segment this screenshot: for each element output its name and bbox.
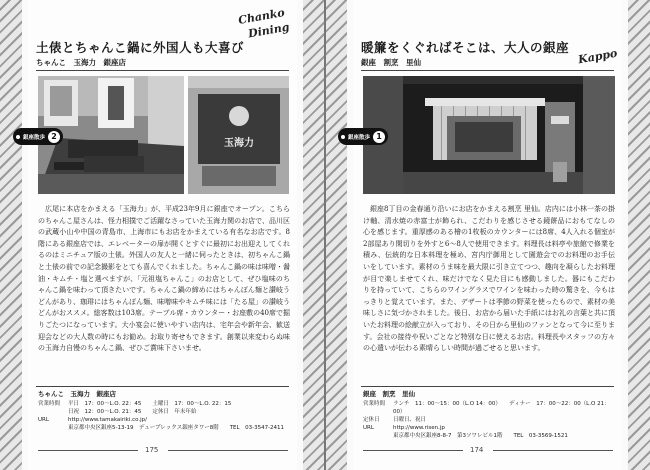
shop-name: ちゃんこ 玉海力 銀座店: [38, 390, 116, 398]
info-row: 定休日 日曜日、祝日: [363, 417, 427, 423]
page-number-line: [363, 450, 463, 451]
article-subtitle: ちゃんこ 玉海力 銀座店: [36, 58, 126, 67]
right-page: [325, 0, 650, 470]
article-title: 土俵とちゃんこ鍋に外国人も大喜び: [36, 40, 245, 55]
info-row: 東京都中央区銀座5-13-19 デュープレックス銀座タワー8階 TEL 03-3547-2411: [68, 425, 285, 431]
page-number-line: [168, 450, 288, 451]
restaurant-entrance-photo: [363, 76, 615, 194]
hatch-border-right: [628, 0, 650, 470]
badge-number: 1: [373, 131, 385, 143]
hatch-border-left: [325, 0, 347, 470]
hatch-border-left: [0, 0, 22, 470]
info-row: 東京都中央区銀座8-8-7 第3ソワレビル1階 TEL 03-3569-1521: [393, 433, 568, 439]
page-number: 175: [145, 446, 159, 454]
badge-dot-icon: [341, 135, 345, 139]
hatch-border-right: [303, 0, 325, 470]
sign-text: 玉海力: [224, 138, 254, 149]
shop-info: [363, 390, 618, 440]
category-script: Kappo: [577, 46, 619, 67]
badge-dot-icon: [16, 135, 20, 139]
info-row: 営業時間 ランチ 11：00～15：00（L.O 14：00） ディナー 17：00～22：00（L.O 21：00）: [363, 401, 610, 415]
spine-gutter: [324, 0, 326, 470]
info-row: URL http://www.risen.jp: [363, 425, 445, 431]
page-number: 174: [470, 446, 484, 454]
section-badge: [13, 128, 63, 145]
page-number-line: [493, 450, 613, 451]
badge-label: 銀座散歩: [22, 134, 45, 141]
page-number-line: [38, 450, 138, 451]
left-column: [22, 0, 297, 470]
info-divider: [361, 386, 614, 387]
info-row: URL http://www.tamakairiki.co.jp/: [38, 417, 147, 423]
info-divider: [36, 386, 289, 387]
article-subtitle: 銀座 割烹 里仙: [361, 58, 421, 67]
info-row: 営業時間 平日 17：00～L.O. 22：45 土曜日 17：00～L.O. 22：15: [38, 401, 232, 407]
badge-number: 2: [48, 131, 60, 143]
category-script-line2: Dining: [247, 20, 291, 41]
restaurant-sign-photo: [188, 76, 289, 194]
article-title: 暖簾をくぐればそこは、大人の銀座: [361, 40, 570, 55]
section-badge: [338, 128, 388, 145]
divider: [36, 70, 289, 71]
right-column: [347, 0, 622, 470]
article-body: 広尾に本店をかまえる「玉海力」が、平成23年9月に銀座でオープン。こちらのちゃんこ屋さんは、怪力相撲でご活躍なさっていた玉海力関のお店で、品川区の武蔵小山や中国の青島市、上海市にもお店をかまえている有名なお店です。8階にある銀座店では、エレベーターの扉が開くとすぐに最初にお出迎えしてくれるのはミニチュア版の土俵。外国人の友人と一緒に伺ったときは、初ちゃんこ鍋と土俵の前での記念撮影をとても喜んでくれました。ちゃんこ鍋の味は味噌・醤油・キムチ・塩と選べますが、「元祖塩ちゃんこ」のお店として、ぜひ塩味のちゃんこ鍋を味わって頂きたいです。ちゃんこ鍋の締めにはちゃんぽん麺と讃岐うどんがあり、珈琲にはちゃんぽん麺、味噌味やキムチ味には「たる屋」の讃岐うどんがおススメ。総客数は103席。テーブル席・カウンター・お座敷の40席で掘りごたつになっています。大小宴会に使いやすい店内は、宅年会や新年会、歓送迎会などの大人数の時にもお勧め。お取り寄せもできます。創業以来変わらぬ味の玉海力自慢のちゃんこ鍋、ぜひご賞味下さいませ。: [38, 205, 290, 353]
entrance-photo-image: [363, 76, 615, 194]
category-script-line1: Chanko: [237, 6, 286, 27]
badge-label: 銀座散歩: [347, 134, 370, 141]
info-row: 日祝 12：00～L.O. 21：45 定休日 年末年始: [68, 409, 197, 415]
shop-name: 銀座 割烹 里仙: [363, 390, 415, 398]
shop-info: [38, 390, 293, 432]
article-body: 銀座8丁目の金春通り沿いにお店をかまえる割烹 里仙。店内には小林一茶の掛け軸、清水焼の赤富士が飾られ、こだわりを感じさせる鏡餅品におもてなしの心を感じます。重厚感のある檜の1枚板のカウンターには8席、4人入れる個室が2部屋あり閑切りを外すと6～8人で使用できます。料理長は料亭や旅館で修業を積み、伝統的な日本料理を極め、宮内庁御用として園遊会でのお料理のお手伝いをしています。素材のうま味を最大限に引き立てつつ、趣向を凝らしたお料理が目で楽しませてくれ、味だけでなく見た目にも感動しました。器にもこだわりを持っていて、こちらのワイングラスでワインを味わった時の驚きを、今もはっきりと覚えています。また、デザートは季節の野菜を使ったもので、素材の美味しさに気づかされました。後日、お店から届いた手紙にはお礼の言葉と共に頂いたお料理の絵献立が入っており、その日から里仙のファンとなって今に至ります。会社の接待や祝いごとなど特別な日に使えるお店。料理長やスタッフの方々の心遣いが伝わる素晴らしい時間が過ごせると思います。: [363, 205, 615, 353]
divider: [361, 70, 614, 71]
